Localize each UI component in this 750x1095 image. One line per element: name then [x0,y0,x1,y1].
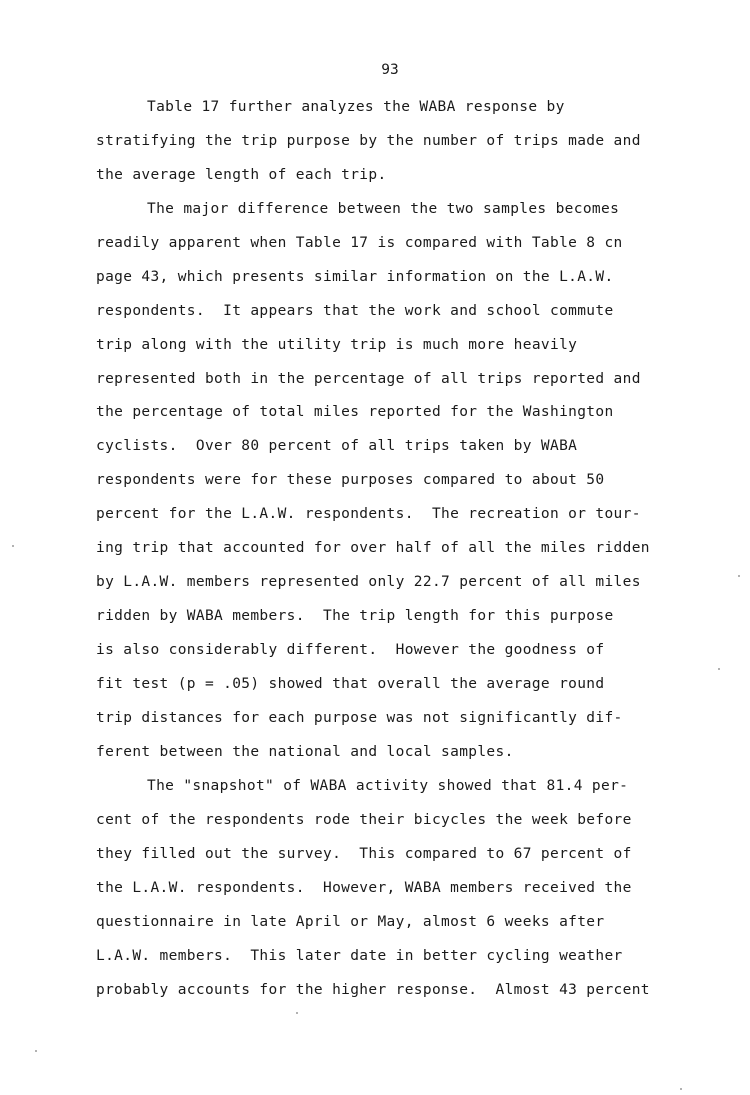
paragraph-3-line: they filled out the survey. This compared to 67 percent of [96,846,632,862]
scan-speck [296,1012,298,1014]
paragraph-2-line: by L.A.W. members represented only 22.7 percent of all miles [96,574,641,590]
page-number: 93 [381,62,399,78]
paragraph-3-line: cent of the respondents rode their bicycles the week before [96,812,632,828]
paragraph-2-line: ferent between the national and local samples. [96,744,514,760]
scan-speck [718,668,720,670]
paragraph-3-line: questionnaire in late April or May, almost 6 weeks after [96,914,605,930]
paragraph-2-line: the percentage of total miles reported for the Washington [96,404,614,420]
paragraph-2-line: percent for the L.A.W. respondents. The recreation or tour- [96,506,641,522]
scan-speck [12,545,14,547]
paragraph-3-line: probably accounts for the higher response. Almost 43 percent [96,982,650,998]
paragraph-2-line: is also considerably different. However the goodness of [96,642,605,658]
paragraph-2-line: trip distances for each purpose was not significantly dif- [96,710,623,726]
paragraph-2-line: cyclists. Over 80 percent of all trips taken by WABA [96,438,578,454]
paragraph-2-line: respondents were for these purposes compared to about 50 [96,472,605,488]
paragraph-1-line: Table 17 further analyzes the WABA response by [147,99,565,115]
paragraph-1-line: stratifying the trip purpose by the number of trips made and [96,133,641,149]
paragraph-2-line: ridden by WABA members. The trip length for this purpose [96,608,614,624]
paragraph-2-line: fit test (p = .05) showed that overall the average round [96,676,605,692]
paragraph-2-line: represented both in the percentage of all trips reported and [96,371,641,387]
paragraph-2-line: The major difference between the two samples becomes [147,201,620,217]
scan-speck [738,575,740,577]
paragraph-2-line: trip along with the utility trip is much more heavily [96,337,578,353]
paragraph-2-line: page 43, which presents similar information on the L.A.W. [96,269,614,285]
paragraph-3-line: the L.A.W. respondents. However, WABA members received the [96,880,632,896]
scan-speck [680,1088,682,1090]
paragraph-1-line: the average length of each trip. [96,167,387,183]
paragraph-3-line: L.A.W. members. This later date in better cycling weather [96,948,623,964]
paragraph-3-line: The "snapshot" of WABA activity showed that 81.4 per- [147,778,629,794]
paragraph-2-line: respondents. It appears that the work and school commute [96,303,614,319]
paragraph-2-line: readily apparent when Table 17 is compared with Table 8 cn [96,235,623,251]
scan-speck [35,1050,37,1052]
paragraph-2-line: ing trip that accounted for over half of all the miles ridden [96,540,650,556]
